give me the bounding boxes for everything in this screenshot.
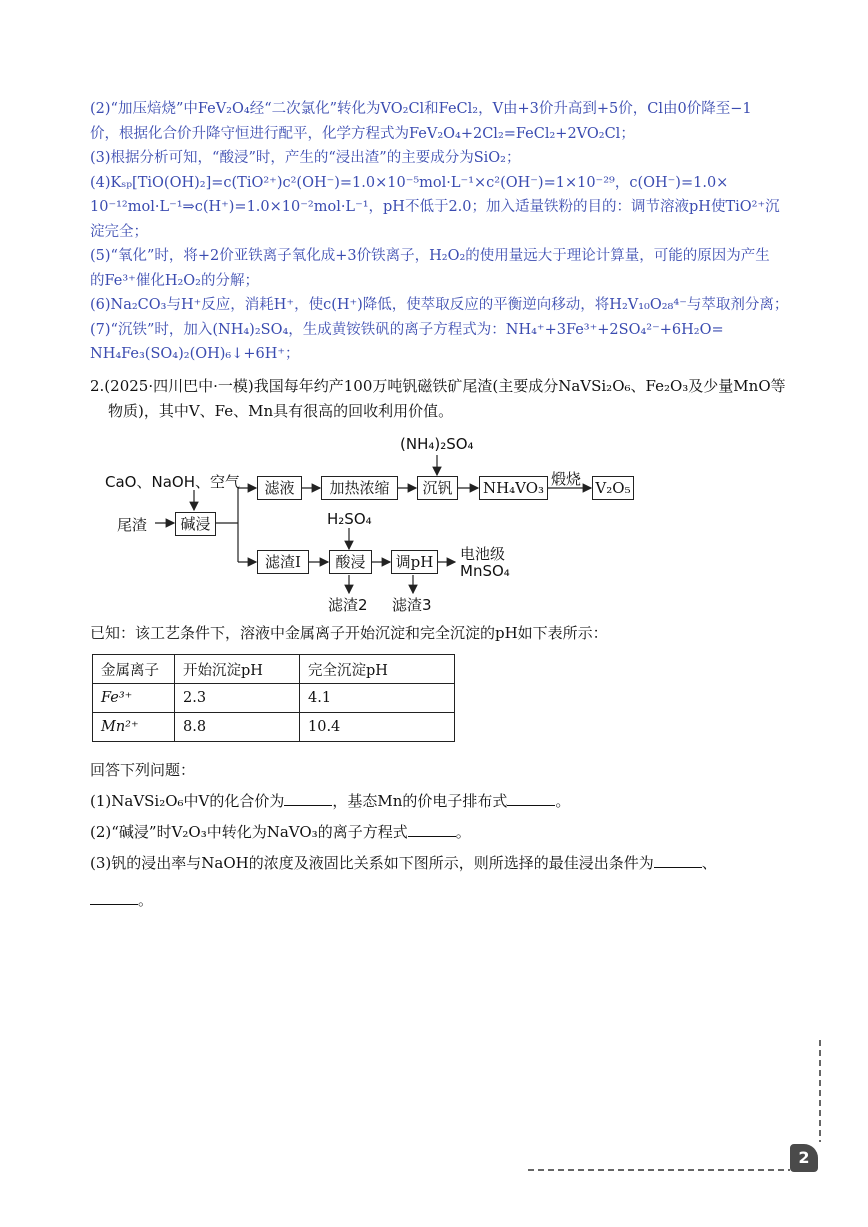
table-header: 金属离子 — [93, 655, 175, 684]
table-header: 开始沉淀pH — [175, 655, 300, 684]
table-cell: 8.8 — [175, 713, 300, 742]
table-cell: Mn²⁺ — [93, 713, 175, 742]
answer-line: 价，根据化合价升降守恒进行配平，化学方程式为FeV₂O₄+2Cl₂=FeCl₂+2VO₂Cl； — [90, 125, 635, 142]
q1-text-a: (1)NaVSi₂O₆中V的化合价为 — [90, 792, 285, 810]
table-cell: 4.1 — [300, 684, 455, 713]
box-residue-1: 滤渣I — [257, 550, 309, 574]
table-cell: 2.3 — [175, 684, 300, 713]
answer-line: (2)“加压焙烧”中FeV₂O₄经“二次氯化”转化为VO₂Cl和FeCl₂，V由+3价升高到+5价，Cl由0价降至−1 — [90, 101, 752, 117]
box-vanadium-precip: 沉钒 — [417, 476, 458, 500]
q2-text-a: (2)“碱浸”时V₂O₃中转化为NaVO₃的离子方程式 — [90, 823, 408, 841]
known-condition: 已知：该工艺条件下，溶液中金属离子开始沉淀和完全沉淀的pH如下表所示： — [90, 624, 608, 642]
answer-line: (4)Kₛₚ[TiO(OH)₂]=c(TiO²⁺)c²(OH⁻)=1.0×10⁻⁵mol·L⁻¹×c²(OH⁻)=1×10⁻²⁹，c(OH⁻)=1.0× — [90, 174, 729, 191]
q3-text-c: 。 — [138, 891, 154, 909]
answer-line: NH₄Fe₃(SO₄)₂(OH)₆↓+6H⁺； — [90, 346, 300, 362]
reagent-ammonium-sulfate: (NH₄)₂SO₄ — [400, 435, 474, 453]
answer-line: (3)根据分析可知，“酸浸”时，产生的“浸出渣”的主要成分为SiO₂； — [90, 150, 521, 166]
residue-3-label: 滤渣3 — [392, 596, 432, 614]
question-line: 物质)，其中V、Fe、Mn具有很高的回收利用价值。 — [108, 402, 454, 420]
box-acid-leach: 酸浸 — [329, 550, 372, 574]
prompt-intro: 回答下列问题： — [90, 761, 196, 779]
page-number: 2 — [790, 1144, 818, 1172]
box-filtrate: 滤液 — [257, 476, 302, 500]
q1-text-b: ，基态Mn的价电子排布式 — [332, 792, 508, 810]
q3-text-b: 、 — [701, 854, 717, 872]
feed-label: 尾渣 — [117, 516, 148, 534]
answer-line: 淀完全； — [90, 223, 148, 240]
q2-text-b: 。 — [455, 823, 471, 841]
box-nh4vo3: NH₄VO₃ — [479, 476, 548, 500]
product-battery-grade: 电池级 — [460, 545, 506, 563]
answer-line: 的Fe³⁺催化H₂O₂的分解； — [90, 272, 259, 289]
answer-line: (7)“沉铁”时，加入(NH₄)₂SO₄，生成黄铵铁矾的离子方程式为：NH₄⁺+3Fe³⁺+2SO₄²⁻+6H₂O= — [90, 321, 724, 338]
q1-text-c: 。 — [555, 792, 571, 810]
answer-line: (5)“氧化”时，将+2价亚铁离子氧化成+3价铁离子，H₂O₂的使用量远大于理论计算量，可能的原因为产生 — [90, 248, 770, 264]
box-alkali-leach: 碱浸 — [175, 512, 216, 536]
reagent-cao-naoh-air: CaO、NaOH、空气 — [105, 473, 240, 491]
table-cell: Fe³⁺ — [93, 684, 175, 713]
table-header: 完全沉淀pH — [300, 655, 455, 684]
product-mnso4: MnSO₄ — [460, 562, 510, 580]
answer-line: (6)Na₂CO₃与H⁺反应，消耗H⁺，使c(H⁺)降低，使萃取反应的平衡逆向移动，将H₂V₁₀O₂₈⁴⁻与萃取剂分离； — [90, 297, 789, 313]
table-cell: 10.4 — [300, 713, 455, 742]
box-heat-concentrate: 加热浓缩 — [321, 476, 398, 500]
box-v2o5: V₂O₅ — [592, 476, 634, 500]
reagent-h2so4: H₂SO₄ — [327, 510, 372, 528]
residue-2-label: 滤渣2 — [328, 596, 368, 614]
box-adjust-ph: 调pH — [391, 550, 438, 574]
calcine-label: 煅烧 — [551, 470, 582, 488]
question-line: 2.(2025·四川巴中·一模)我国每年约产100万吨钒磁铁矿尾渣(主要成分NaVSi₂O₆、Fe₂O₃及少量MnO等 — [90, 377, 786, 395]
q3-text-a: (3)钒的浸出率与NaOH的浓度及液固比关系如下图所示，则所选择的最佳浸出条件为 — [90, 854, 654, 872]
answer-line: 10⁻¹²mol·L⁻¹⇒c(H⁺)=1.0×10⁻²mol·L⁻¹，pH不低于2.0；加入适量铁粉的目的：调节溶液pH使TiO²⁺沉 — [90, 199, 780, 215]
